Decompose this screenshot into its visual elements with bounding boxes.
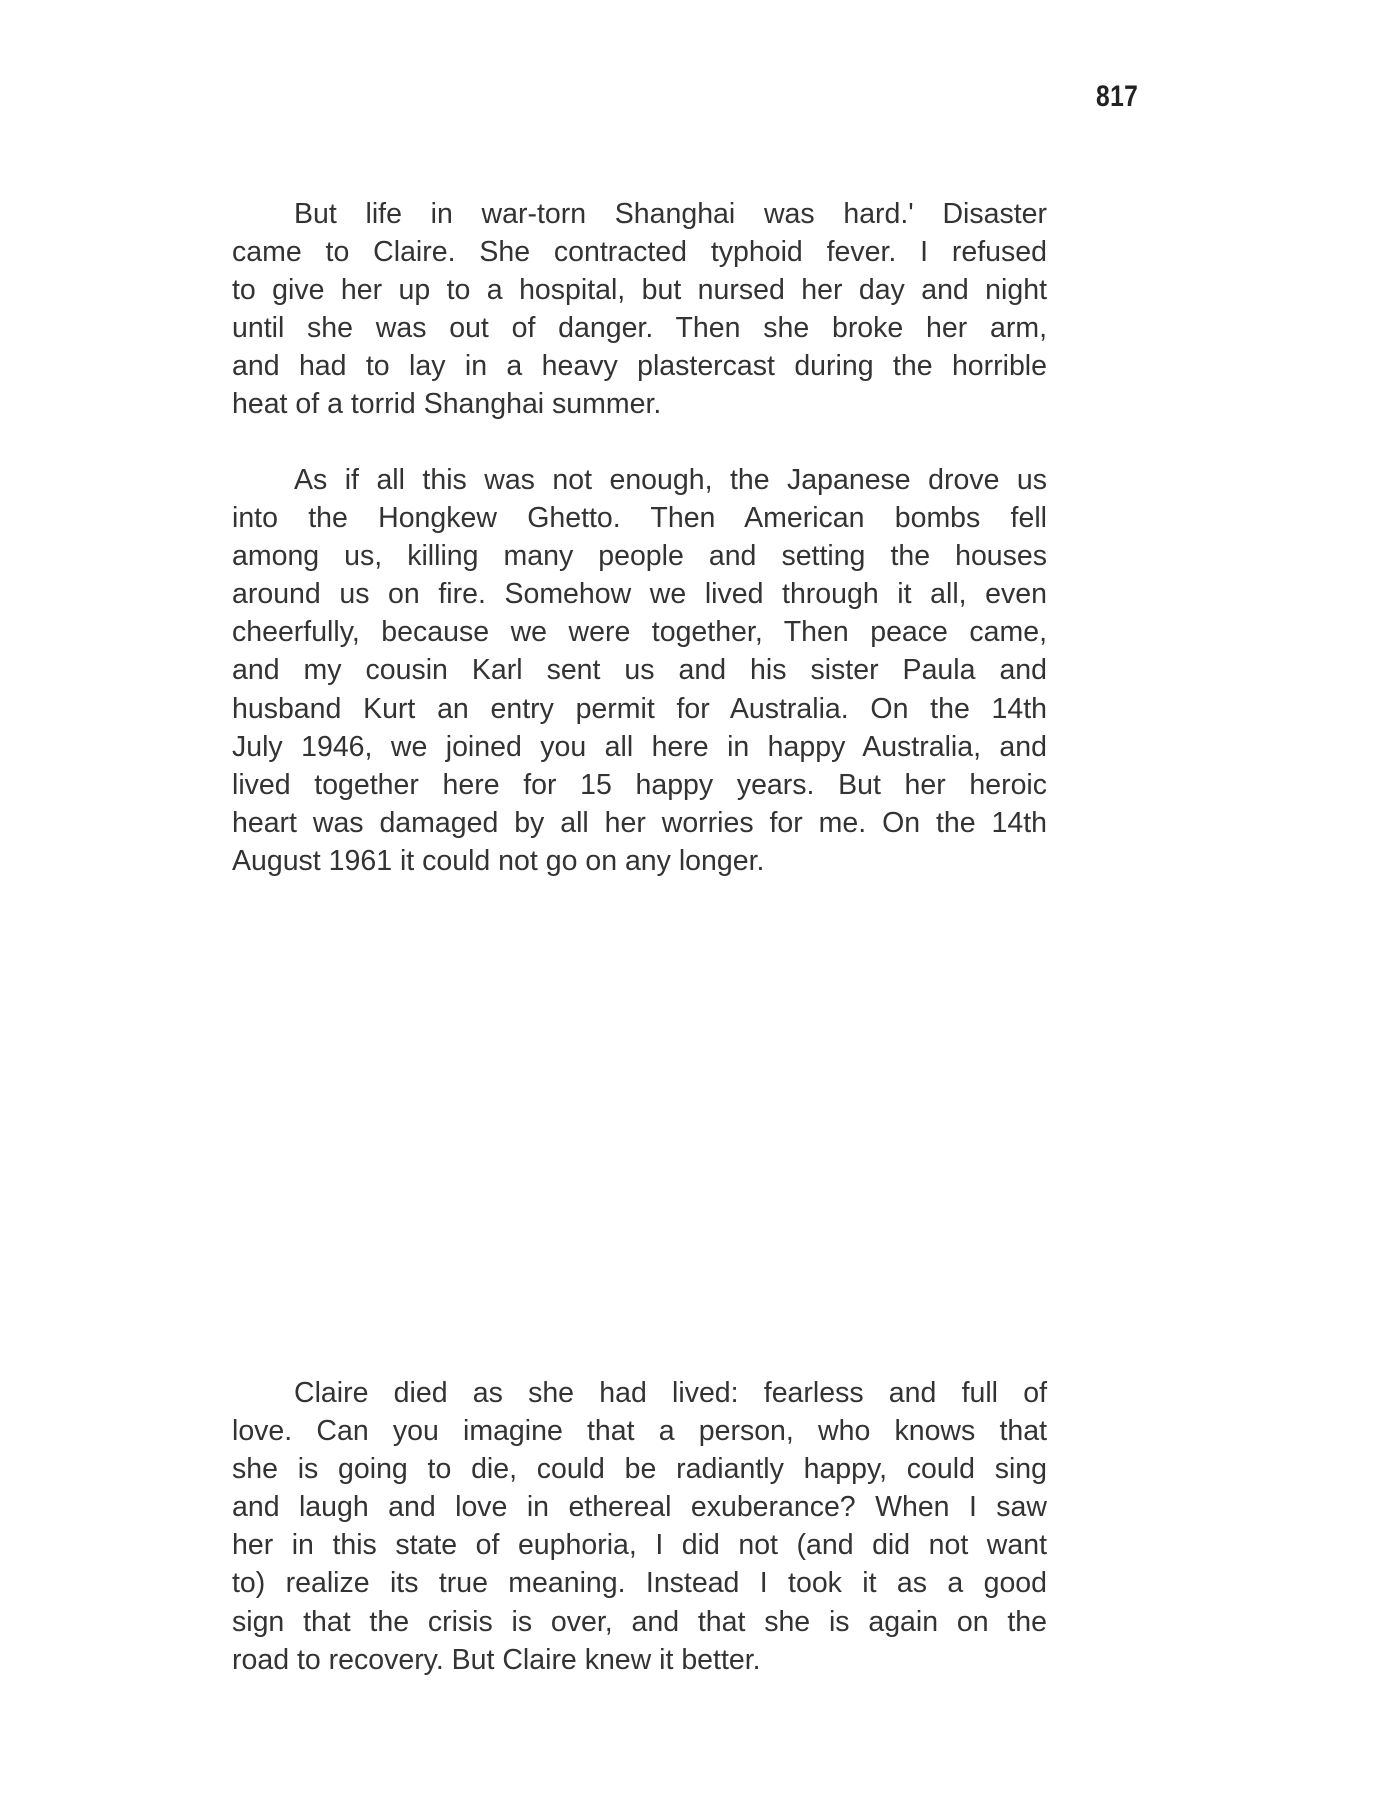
text-line: and had to lay in a heavy plastercast during the horrible (232, 350, 1047, 383)
text-line: love. Can you imagine that a person, who knows that (232, 1415, 1047, 1448)
text-line: and laugh and love in ethereal exuberance? When I saw (232, 1491, 1047, 1524)
text-line: to give her up to a hospital, but nursed her day and night (232, 274, 1047, 307)
text-line: road to recovery. But Claire knew it better. (232, 1643, 761, 1676)
text-line: heat of a torrid Shanghai summer. (232, 388, 662, 421)
text-line: and my cousin Karl sent us and his sister Paula and (232, 654, 1047, 687)
text-line: came to Claire. She contracted typhoid fever. I refused (232, 236, 1047, 269)
text-line: her in this state of euphoria, I did not (and did not want (232, 1529, 1047, 1562)
text-line: Claire died as she had lived: fearless and full of (294, 1377, 1047, 1409)
text-line: cheerfully, because we were together, Then peace came, (232, 616, 1047, 649)
text-line: among us, killing many people and setting the houses (232, 540, 1047, 573)
text-line: sign that the crisis is over, and that she is again on the (232, 1605, 1047, 1638)
text-line: But life in war-torn Shanghai was hard.' Disaster (294, 198, 1047, 230)
paragraph-shanghai-hardship (232, 195, 1047, 424)
text-line: into the Hongkew Ghetto. Then American bombs fell (232, 502, 1047, 535)
text-line: around us on fire. Somehow we lived through it all, even (232, 578, 1047, 611)
text-line: husband Kurt an entry permit for Australia. On the 14th (232, 692, 1047, 725)
text-line: lived together here for 15 happy years. But her heroic (232, 768, 1047, 801)
text-line: until she was out of danger. Then she broke her arm, (232, 312, 1047, 345)
text-line: August 1961 it could not go on any longer. (232, 844, 765, 877)
text-line: to) realize its true meaning. Instead I took it as a good (232, 1567, 1047, 1600)
text-line: heart was damaged by all her worries for me. On the 14th (232, 806, 1047, 839)
text-line: July 1946, we joined you all here in happy Australia, and (232, 730, 1047, 763)
paragraph-claire-died (232, 1374, 1047, 1679)
text-line: As if all this was not enough, the Japanese drove us (294, 464, 1047, 496)
paragraph-ghetto-and-australia (232, 461, 1047, 880)
page-number: 817 (1096, 80, 1139, 113)
text-line: she is going to die, could be radiantly happy, could sing (232, 1453, 1047, 1486)
